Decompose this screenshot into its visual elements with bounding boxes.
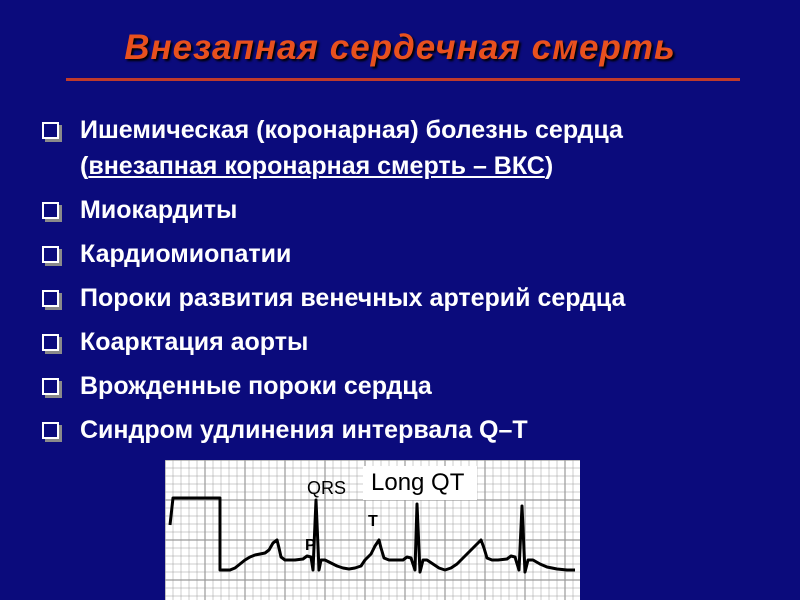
checkbox-square-icon bbox=[42, 122, 59, 139]
ecg-trace bbox=[170, 498, 575, 572]
list-item bbox=[40, 412, 780, 448]
bullet-list bbox=[40, 112, 780, 456]
list-item-text: Коарктация аорты bbox=[80, 328, 309, 356]
slide-title: Внезапная сердечная смерть bbox=[124, 28, 676, 67]
checkbox-square-icon bbox=[42, 422, 59, 439]
list-item-text: Синдром удлинения интервала Q–T bbox=[80, 416, 528, 444]
ecg-image bbox=[165, 460, 580, 600]
qrs-label: QRS bbox=[307, 478, 347, 498]
checkbox-square-icon bbox=[42, 378, 59, 395]
p-wave-label: P bbox=[305, 537, 316, 554]
list-item bbox=[40, 368, 780, 404]
list-item-text: Миокардиты bbox=[80, 196, 238, 224]
list-item bbox=[40, 192, 780, 228]
list-item-subtext bbox=[80, 148, 780, 184]
checkbox-square-icon bbox=[42, 290, 59, 307]
list-item-text: Пороки развития венечных артерий сердца bbox=[80, 284, 626, 312]
list-item-text: Кардиомиопатии bbox=[80, 240, 292, 268]
list-item bbox=[40, 236, 780, 272]
checkbox-square-icon bbox=[42, 334, 59, 351]
list-item bbox=[40, 324, 780, 360]
checkbox-square-icon bbox=[42, 246, 59, 263]
underlined-phrase: внезапная коронарная смерть – ВКС bbox=[88, 152, 545, 180]
list-item-text: Врожденные пороки сердца bbox=[80, 372, 432, 400]
list-item-text: Ишемическая (коронарная) болезнь сердца bbox=[80, 116, 623, 144]
list-item bbox=[40, 280, 780, 316]
checkbox-square-icon bbox=[42, 202, 59, 219]
ecg-strip bbox=[165, 460, 580, 600]
paren-close: ) bbox=[544, 152, 554, 180]
t-wave-label: T bbox=[368, 513, 378, 530]
title-underline bbox=[66, 78, 740, 81]
long-qt-label: Long QT bbox=[371, 469, 465, 496]
list-item bbox=[40, 112, 780, 184]
paren-open: ( bbox=[80, 152, 89, 180]
